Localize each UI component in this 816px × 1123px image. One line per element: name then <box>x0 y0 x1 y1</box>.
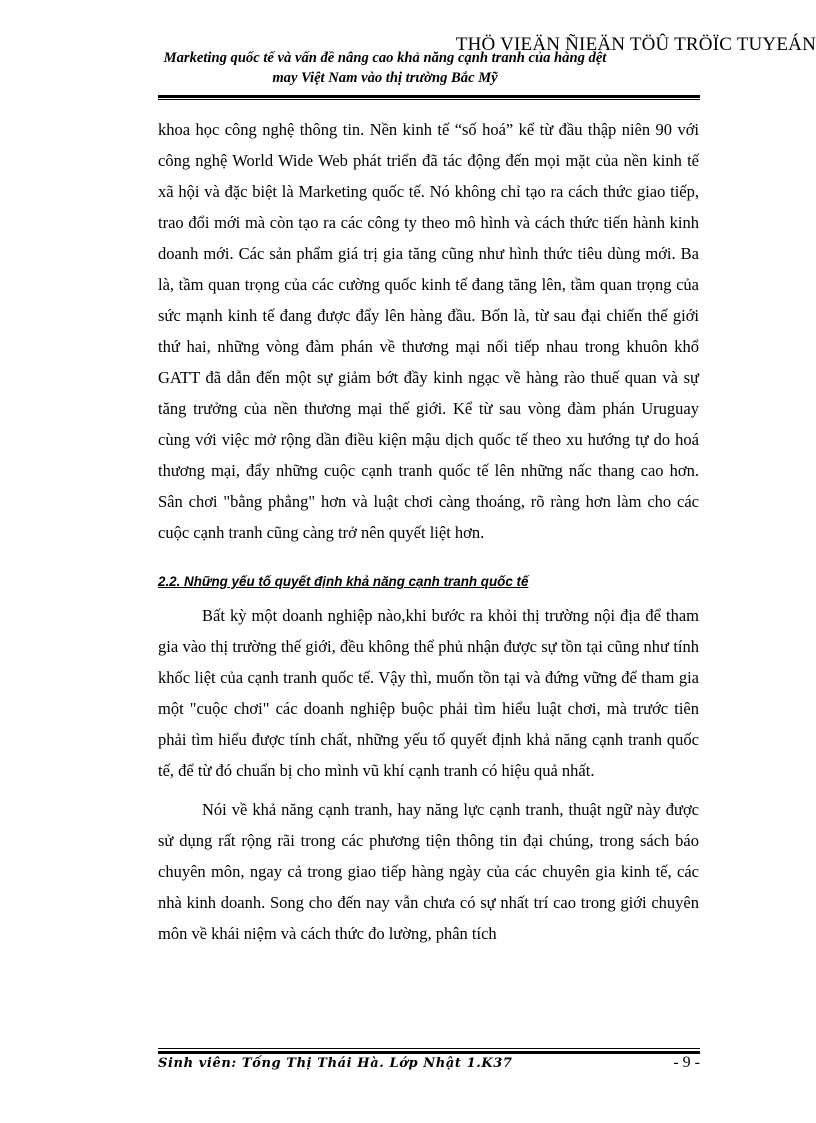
page-number: - 9 - <box>673 1054 700 1071</box>
section-heading: 2.2. Những yếu tố quyết định khả năng cạnh tranh quốc tế <box>158 574 529 589</box>
page-header <box>100 48 670 88</box>
header-rule-thin <box>158 99 700 100</box>
body-paragraph-1: khoa học công nghệ thông tin. Nền kinh tế “số hoá” kể từ đầu thập niên 90 với công nghệ World Wide Web phát triển đã tác động đến mọi mặt của nền kinh tế xã hội và đặc biệt là Marketing quốc tế. Nó không chỉ tạo ra cách thức giao tiếp, trao đổi mới mà còn tạo ra các công ty theo mô hình và cách thức tiến hành kinh doanh mới. Các sản phẩm giá trị gia tăng cũng như hình thức tiêu dùng mới. Ba là, tầm quan trọng của các cường quốc kinh tế đang tăng lên, tầm quan trọng của sức mạnh kinh tế đang được đẩy lên hàng đầu. Bốn là, từ sau đại chiến thế giới thứ hai, những vòng đàm phán về thương mại nối tiếp nhau trong khuôn khổ GATT đã dẫn đến một sự giảm bớt đầy kinh ngạc về hàng rào thuế quan và sự tăng trưởng của nền thương mại thế giới. Kể từ sau vòng đàm phán Uruguay cùng với việc mở rộng dần điều kiện mậu dịch quốc tế theo xu hướng tự do hoá thương mại, đẩy những cuộc cạnh tranh quốc tế lên những nấc thang cao hơn. Sân chơi "bằng phẳng" hơn và luật chơi càng thoáng, rõ ràng hơn làm cho các cuộc cạnh tranh cũng càng trở nên quyết liệt hơn. <box>158 120 699 542</box>
header-title-line-2: may Việt Nam vào thị trường Bắc Mỹ <box>272 70 498 86</box>
footer-student-info: Sinh viên: Tống Thị Thái Hà. Lớp Nhật 1.K37 <box>158 1056 513 1071</box>
body-paragraph-3: Nói về khả năng cạnh tranh, hay năng lực cạnh tranh, thuật ngữ này được sử dụng rất rộng rãi trong các phương tiện thông tin đại chúng, trong sách báo chuyên môn, ngay cả trong giao tiếp hàng ngày của các chuyên gia kinh tế, các nhà kinh doanh. Song cho đến nay vẫn chưa có sự nhất trí cao trong giới chuyên môn về khái niệm và cách thức đo lường, phân tích <box>158 800 699 943</box>
header-rule-thick <box>158 95 700 98</box>
body-paragraph-2: Bất kỳ một doanh nghiệp nào,khi bước ra khỏi thị trường nội địa để tham gia vào thị trường thế giới, đều không thể phủ nhận được sự tồn tại cũng như tính khốc liệt của cạnh tranh quốc tế. Vậy thì, muốn tồn tại và đứng vững để tham gia một "cuộc chơi" các doanh nghiệp buộc phải tìm hiểu luật chơi, mà trước tiên phải tìm hiểu được tính chất, những yếu tố quyết định khả năng cạnh tranh quốc tế, để từ đó chuẩn bị cho mình vũ khí cạnh tranh có hiệu quả nhất. <box>158 606 699 780</box>
page-body <box>158 114 699 949</box>
header-title-line-1: Marketing quốc tế và vấn đề nâng cao khả năng cạnh tranh của hàng dệt <box>163 50 607 66</box>
footer-rule-thin <box>158 1048 700 1049</box>
footer-rule-thick <box>158 1051 700 1054</box>
watermark-text: THÖ VIEÄN ÑIEÄN TÖÛ TRÖÏC TUYEÁN <box>455 34 816 55</box>
